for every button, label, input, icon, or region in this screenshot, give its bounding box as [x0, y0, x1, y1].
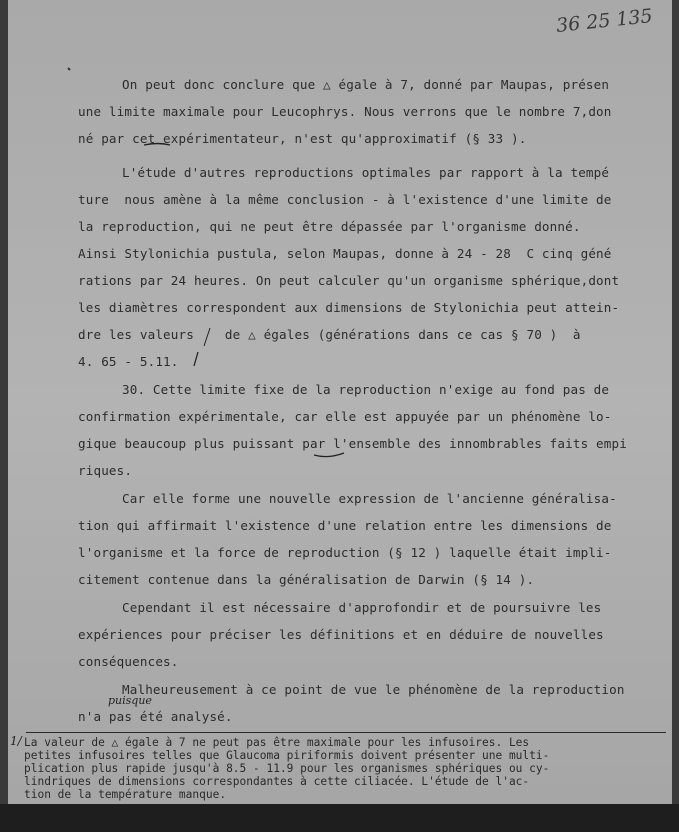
text-line: rations par 24 heures. On peut calculer qu'un organisme sphérique,dont	[78, 273, 620, 288]
text-line: gique beaucoup plus puissant par l'ensemble des innombrables faits empi	[78, 436, 627, 451]
text-line: L'étude d'autres reproductions optimales par rapport à la tempé	[122, 165, 610, 180]
slash-mark	[204, 328, 210, 346]
underline-stroke	[144, 144, 170, 146]
text-line: né par cet expérimentateur, n'est qu'approximatif (§ 33 ).	[78, 131, 527, 146]
text-line: la reproduction, qui ne peut être dépassée par l'organisme donné.	[78, 219, 581, 234]
text-line: citement contenue dans la généralisation de Darwin (§ 14 ).	[78, 572, 535, 587]
folio-number: 36 25 135	[555, 5, 654, 37]
handwritten-insert: puisque	[108, 694, 152, 707]
text-line: l'organisme et la force de reproduction (§ 12 ) laquelle était impli-	[78, 545, 612, 560]
footnote-line: tion de la température manque.	[24, 788, 227, 801]
text-line: riques.	[78, 463, 133, 478]
text-line: 4. 65 - 5.11.	[78, 354, 179, 369]
text-line: tion qui affirmait l'existence d'une relation entre les dimensions de	[78, 518, 612, 533]
film-border	[0, 804, 679, 832]
pen-annotations	[8, 0, 672, 804]
text-line: Ainsi Stylonichia pustula, selon Maupas, donne à 24 - 28 C cinq géné	[78, 246, 612, 261]
text-line: expériences pour préciser les définitions et en déduire de nouvelles	[78, 627, 604, 642]
footnote-line: petites infusoires telles que Glaucoma piriformis doivent présenter une multi-	[24, 749, 550, 762]
text-line: n'a pas été analysé.	[78, 709, 233, 724]
footnote-line: La valeur de △ égale à 7 ne peut pas être maximale pour les infusoires. Les	[24, 736, 530, 749]
text-line: une limite maximale pour Leucophrys. Nous verrons que le nombre 7,don	[78, 104, 612, 119]
text-line: On peut donc conclure que △ égale à 7, donné par Maupas, présen	[122, 77, 610, 92]
text-line: 30. Cette limite fixe de la reproduction n'exige au fond pas de	[122, 382, 610, 397]
strike-stroke	[314, 453, 344, 457]
text-line: Car elle forme une nouvelle expression de l'ancienne généralisa-	[122, 491, 617, 506]
ink-dot	[68, 68, 70, 70]
text-line: confirmation expérimentale, car elle est appuyée par un phénomène lo-	[78, 409, 612, 424]
text-line: ture nous amène à la même conclusion - à l'existence d'une limite de	[78, 192, 612, 207]
document-page	[8, 0, 672, 804]
text-line: Malheureusement à ce point de vue le phénomène de la reproduction	[122, 682, 625, 697]
text-line: les diamètres correspondent aux dimensions de Stylonichia peut attein-	[78, 300, 620, 315]
text-line: Cependant il est nécessaire d'approfondir et de poursuivre les	[122, 600, 602, 615]
footnote-line: lindriques de dimensions correspondantes à cette ciliacée. L'étude de l'ac-	[24, 775, 530, 788]
tick-mark	[194, 352, 198, 366]
footnote-marker: 1/	[10, 734, 22, 748]
footnote-line: plication plus rapide jusqu'à 8.5 - 11.9 pour les organismes sphériques ou cy-	[24, 762, 550, 775]
text-line: dre les valeurs de △ égales (générations dans ce cas § 70 ) à	[78, 327, 581, 342]
text-line: conséquences.	[78, 654, 179, 669]
